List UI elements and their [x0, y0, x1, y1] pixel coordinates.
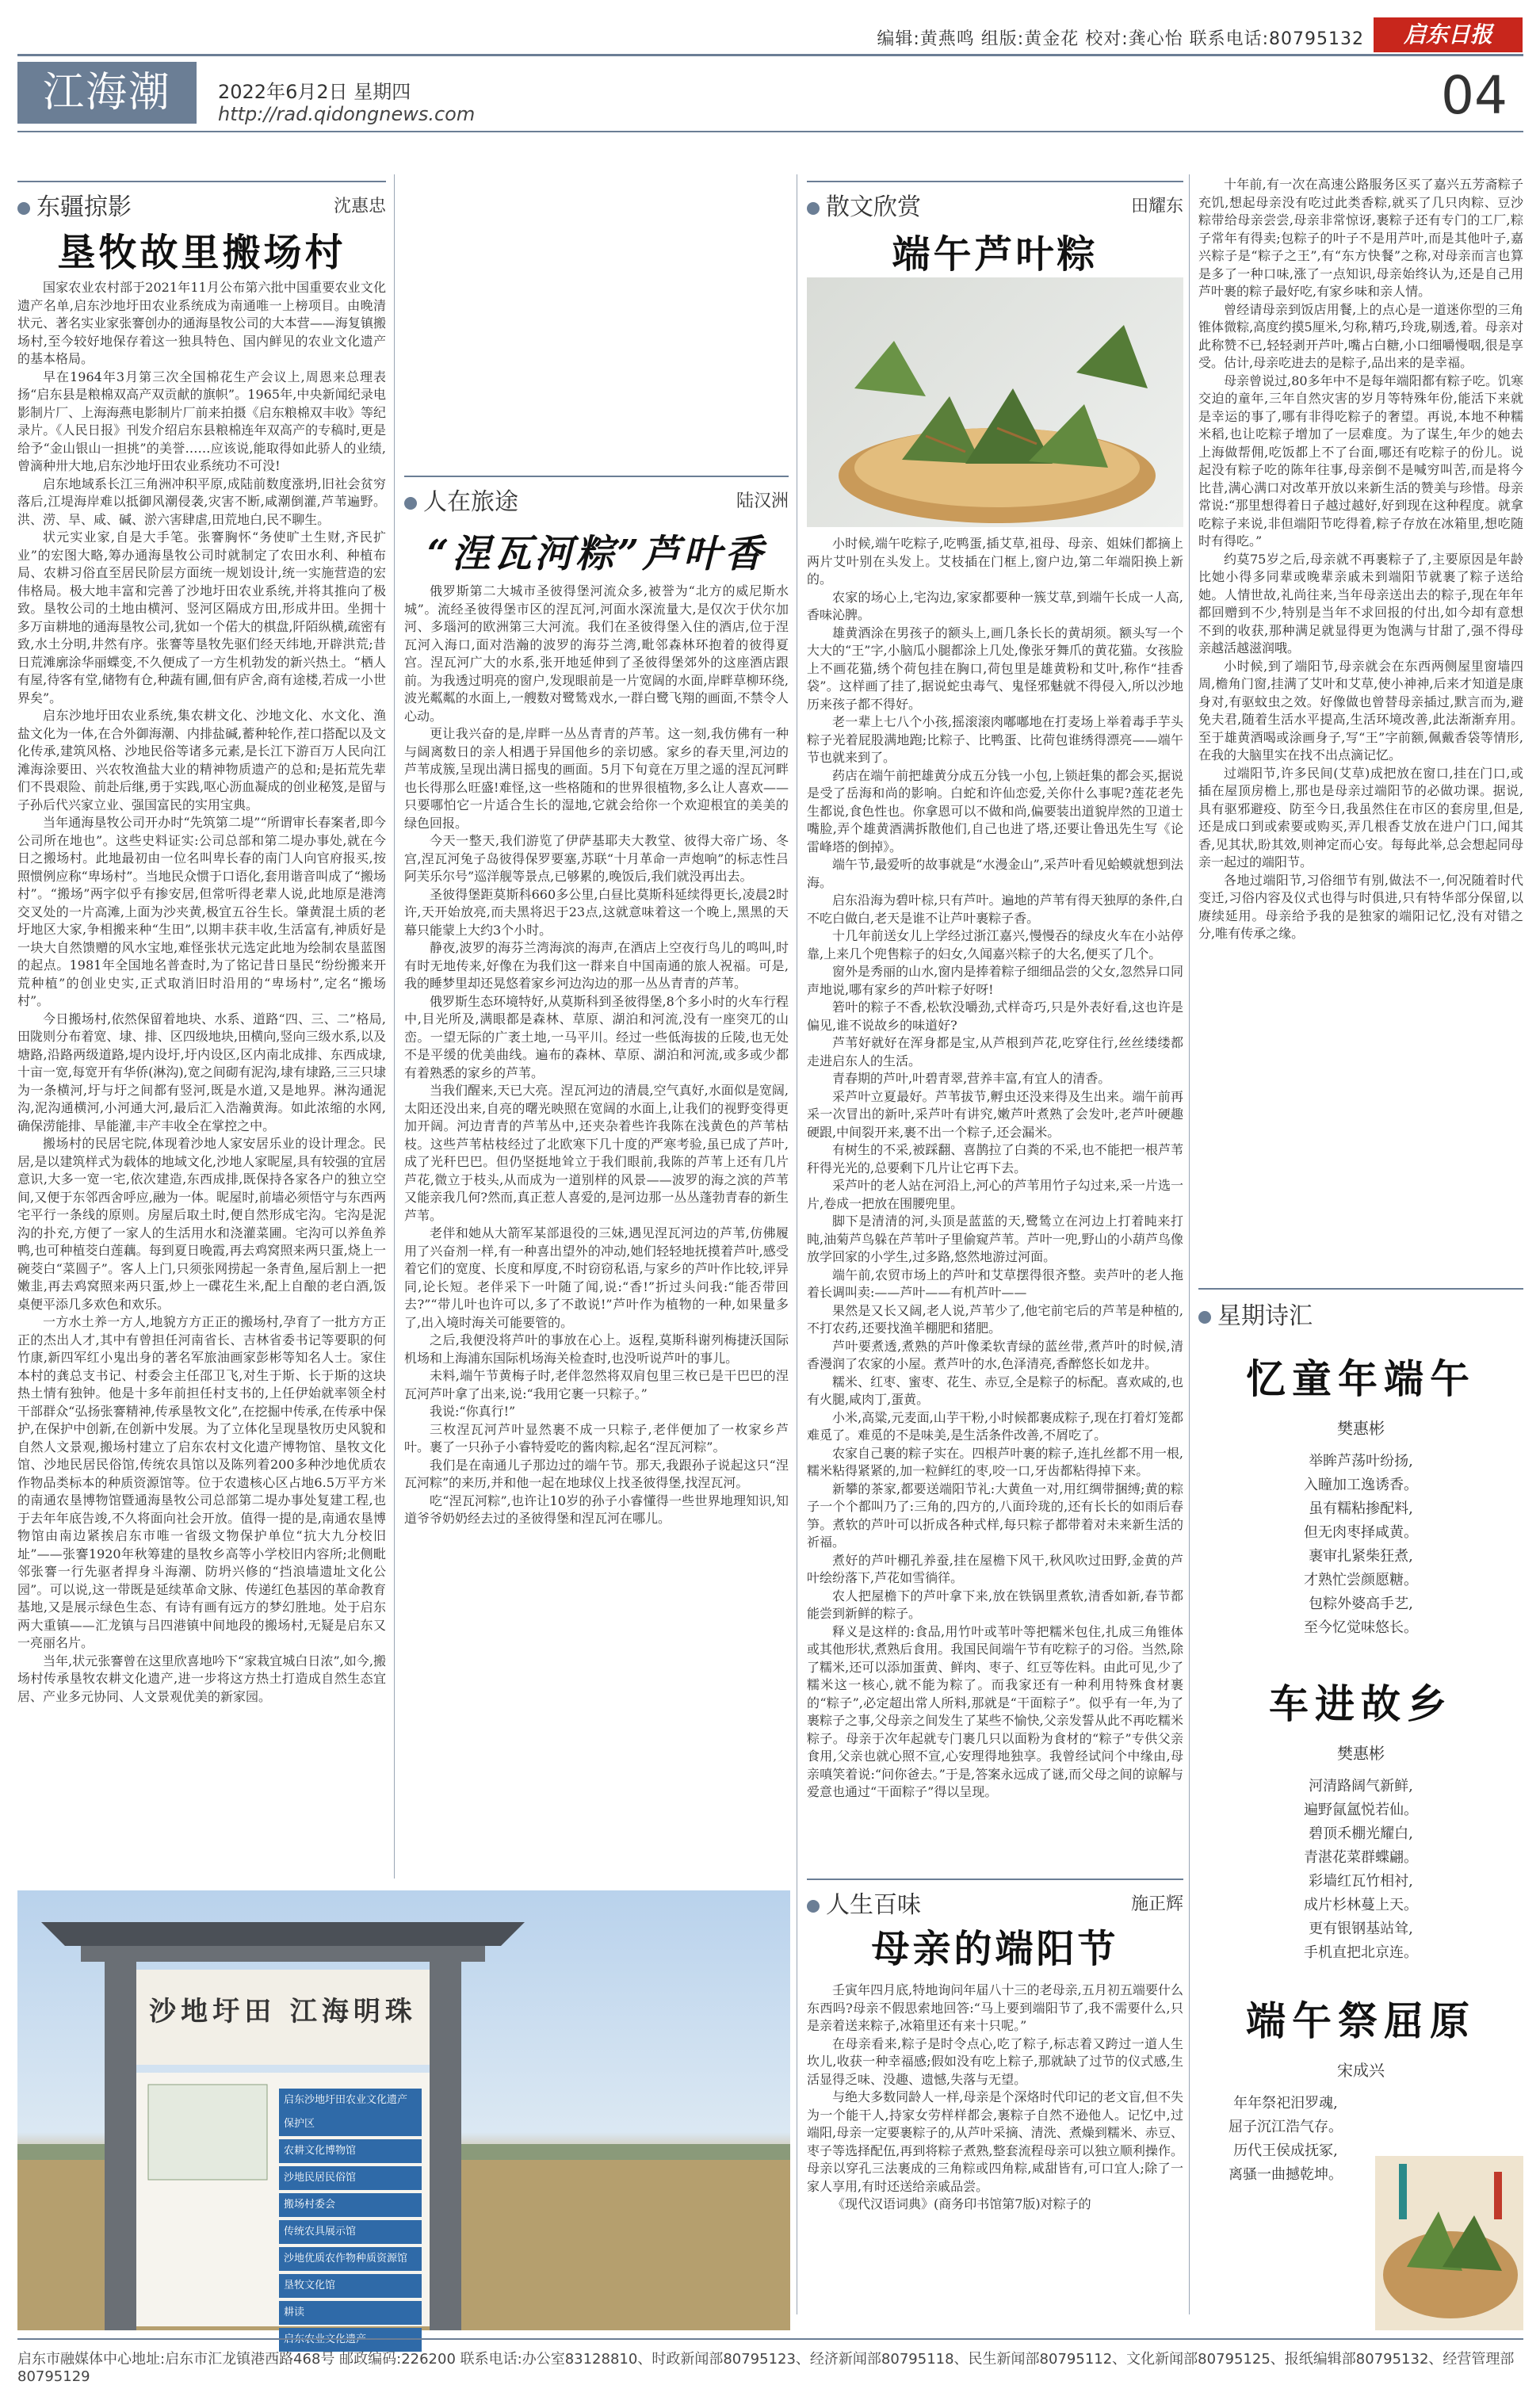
- article-title: 母亲的端阳节: [871, 1927, 1119, 1971]
- paragraph: 曾经请母亲到饭店用餐,上的点心是一道迷你型的三角锥体微粽,高度约摸5厘米,匀称,精巧,玲珑,剔透,着。母亲对此称赞不已,轻轻剥开芦叶,嘴占白糖,小口细嚼慢咽,很是享受。估计,母亲吃进去的是粽子,品出来的是幸福。: [1198, 301, 1523, 370]
- paragraph: 采芦叶的老人站在河沿上,河心的芦苇用竹子勾过来,采一片选一片,卷成一把放在围腰兜里。: [807, 1178, 1183, 1211]
- section-label: 散文欣赏: [826, 193, 921, 221]
- paragraph: 吃“涅瓦河粽”,也许让10岁的孙子小睿懂得一些世界地理知识,知道爷爷奶奶经去过的圣彼得堡和涅瓦河在哪儿。: [404, 1493, 789, 1526]
- article-header: [807, 181, 1183, 222]
- paragraph: 之后,我便没将芦叶的事放在心上。返程,莫斯科谢列梅捷沃国际机场和上海浦东国际机场海关检查时,也没听说芦叶的事儿。: [404, 1332, 789, 1366]
- zongzi-photo: [807, 277, 1183, 527]
- poem-title: 忆童年端午: [1246, 1355, 1476, 1402]
- paragraph: 与绝大多数同龄人一样,母亲是个深烙时代印记的老文盲,但不失为一个能干人,持家女劳样样都会,裹粽子自然不逊他人。记忆中,过端阳,母亲一定要裹粽子的,从芦叶采摘、清洗、煮燥到糯米、赤豆、枣子等选择配伍,再到将粽子煮熟,整套流程母亲可以独立顺利操作。母亲以穿孔三法裹成的三角粽或四角粽,咸甜皆有,可口宜人;除了一家人享用,有时还送给亲戚品尝。: [807, 2089, 1183, 2194]
- paragraph: 脚下是清清的河,头顶是蓝蓝的天,鹭鸶立在河边上打着盹来打盹,油菊芦鸟躲在芦苇叶子里偷窥芦苇。芦叶一兜,野山的小葫芦鸟像放学回家的小学生,过多路,悠然地游过河面。: [807, 1214, 1183, 1264]
- article-author: 田耀东: [1130, 196, 1183, 216]
- paragraph: 糯米、红枣、蜜枣、花生、赤豆,全是粽子的标配。喜欢咸的,也有火腿,咸肉丁,蛋黄。: [807, 1374, 1183, 1407]
- paragraph: 新攀的茶家,都要送端阳节礼:大黄鱼一对,用红绸带捆缚;黄的粽子一个个都叫乃了:三角的,四方的,八面玲珑的,还有长长的如雨后春笋。煮软的芦叶可以折成各种式样,每只粽子都带着对未来新生活的祈福。: [807, 1481, 1183, 1550]
- signboard-photo: [17, 1890, 790, 2330]
- paragraph: 《现代汉语词典》(商务印书馆第7版)对粽子的: [832, 2196, 1091, 2211]
- paragraph: 十年前,有一次在高速公路服务区买了嘉兴五芳斋粽子充饥,想起母亲没有吃过此类香粽,就买了几只肉粽、豆沙粽带给母亲尝尝,母亲非常惊讶,裹粽子还有专门的工厂,粽子常年有得卖;包粽子的叶子不是用芦叶,而是其他叶子,嘉兴粽子是“粽子之王”,有“东方快餐”之称,对母亲而言也算是多了一种口味,涨了一点知识,母亲始终认为,还是自己用芦叶裹的粽子最好吃,有家乡味和亲人情。: [1198, 177, 1523, 299]
- paragraph: 状元实业家,自是大手笔。张謇胸怀“务使旷土生财,齐民扩业”的宏图大略,筹办通海垦牧公司时就制定了农田水利、种植布局、农耕习俗直至居民阶层方面统一规划设计,统一实施营造的宏伟格局。极大地丰富和完善了沙地圩田农业系统,并将其推向了极致。垦牧公司的土地由横河、竖河区隔成方田,形成井田。坐拥十多万亩耕地的通海垦牧公司,犹如一个偌大的棋盘,阡陌纵横,疏密有致,水土分明,井然有序。张謇等垦牧先驱们经天纬地,开辟洪荒;昔日荒滩廓涂华丽蝶变,不久便成了一方生机勃发的新兴热土。“栖人有屋,待客有堂,储物有仓,种蔬有圃,佃有庐舍,商有途楼,若成一小世界矣”。: [17, 529, 386, 705]
- paragraph: 端午前,农贸市场上的芦叶和艾草摆得很齐整。卖芦叶的老人拖着长调叫卖:——芦叶——有机芦叶——: [807, 1267, 1183, 1300]
- poem-title: 车进故乡: [1269, 1680, 1453, 1727]
- section-bullet-icon: [404, 497, 417, 510]
- poem: [1198, 1672, 1523, 1965]
- zongzi-basket-photo: [1375, 2156, 1523, 2330]
- zongzi-illustration: [807, 277, 1183, 527]
- section-bullet-icon: [807, 1900, 820, 1913]
- section-label: 星期诗汇: [1217, 1302, 1313, 1330]
- newspaper-logo: 启东日报: [1374, 17, 1523, 52]
- paragraph: 药店在端午前把雄黄分成五分钱一小包,上锁赶集的都会买,据说是受了岳海和尚的影响。白蛇和许仙恋爱,关你什么事呢?莲花老先生都说,食色性也。你拿恩可以不做和尚,偏要装出道貌岸然的卫道士嘴脸,弄个雄黄酒满拆散他们,自己也进了塔,还要让鲁迅先生写《论雷峰塔的倒掉》。: [807, 767, 1183, 854]
- poem-lines: [1198, 1775, 1523, 1965]
- paragraph: 端午节,最爱听的故事就是“水漫金山”,采芦叶看见蛤蟆就想到法海。: [807, 857, 1183, 890]
- paragraph: 母亲曾说过,80多年中不是每年端阳都有粽子吃。饥寒交迫的童年,三年自然灾害的岁月等特殊年份,能活下来就是幸运的事了,哪有非得吃粽子的奢望。再说,本地不种糯米稻,也让吃粽子增加了一层难度。为了谋生,年少的她去上海做帮佣,吃饭都上不了台面,哪还有吃粽子的份儿。说起没有粽子吃的陈年往事,母亲倒不是喊穷叫苦,而是将今比昔,满心满口对改革开放以来新生活的赞美与珍惜。母亲常说:“那里想得着日子越过越好,好到现在这种程度。就拿吃粽子来说,非但端阳节吃得着,粽子存放在冰箱里,想吃随时有得吃。”: [1198, 373, 1523, 548]
- issue-date: 2022年6月2日 星期四: [218, 81, 411, 103]
- paragraph: 一方水土养一方人,地貌方方正正的搬场村,孕育了一批方方正正的杰出人才,其中有曾担任河南省长、吉林省委书记等要职的何竹康,新四军红小鬼出身的著名军旅油画家彭彬等知名人士。家住本村的龚总支书记、村委会主任邵卫飞,对生于斯、长于斯的这块热土情有独钟。他是十多年前担任村支书的,上任伊始就率领全村干部群众“弘扬张謇精神,传承垦牧文化”,在挖掘中传承,在传承中保护,在保护中创新,在创新中发展。为了立体化呈现垦牧历史风貌和自然人文景观,搬场村建立了启东农村文化遗产博物馆、垦牧文化馆、沙地民居民俗馆,传统农具馆以及陈列着200多种沙地优质农作物品类标本的种质资源馆等。位于农遗核心区占地6.5万平方米的南通农垦博物馆暨通海垦牧公司总部第二堤办事处复建工程,也于去年年底告竣,不久将面向社会开放。值得一提的是,南通农垦博物馆由南边紧挨启东市唯一省级文物保护单位“抗大九分校旧址”——张謇1920年秋筹建的垦牧乡高等小学校旧内容所;北侧毗邻张謇一行先驱者捍身斗海潮、防坍兴修的“挡浪墙遗址文化公园”。可以说,这一带既是延续革命文脉、传递红色基因的革命教育基地,又是展示绿色生态、有诗有画有远方的梦幻胜地。处于启东两大重镇——汇龙镇与吕四港镇中间地段的搬场村,无疑是启东又一亮丽名片。: [17, 1314, 386, 1650]
- poem-line: 河清路阔气新鲜,: [1309, 1778, 1413, 1794]
- paragraph: 小时候,到了端阳节,母亲就会在东西两侧屋里窗墙四周,檐角门窗,挂满了艾叶和艾草,使小神神,后来才知道是康身对,有驱蚊虫之效。好像做也曾替母亲插过,默言而为,避免夫君,随着生活水平提高,生活环境改善,此法渐渐弃用。至于雄黄酒喝或涂画身子,写“王”字前额,佩戴香袋等情形,在我的大脑里实在找不出点滴记忆。: [1198, 658, 1523, 763]
- poem-lines: [1198, 1450, 1523, 1640]
- paragraph: 俄罗斯第二大城市圣彼得堡河流众多,被誉为“北方的威尼斯水城”。流经圣彼得堡市区的涅瓦河,河面水深流量大,是仅次于伏尔加河、多瑙河的欧洲第三大河流。我们在圣彼得堡入住的酒店,位于涅瓦河入海口,面对浩瀚的波罗的海芬兰湾,毗邻森林环抱着的彼得夏宫。涅瓦河广大的水系,张开地延伸到了圣彼得堡郊外的这座酒店跟前。为我透过明亮的窗户,发现眼前是一片宽阔的水面,岸畔草柳环绕,波光粼粼的水面上,一艘数对鹭鸶戏水,一群白鹭飞翔的画面,不禁令人心动。: [404, 583, 789, 724]
- article-header: [17, 181, 386, 222]
- paragraph: 静夜,波罗的海芬兰湾海滨的海声,在酒店上空夜行鸟儿的鸣叫,时有时无地传来,好像在为我们这一群来自中国南通的旅人祝福。可是,我的睡梦里却还晃悠着家乡河边沟边的那一丛丛青青的芦苇。: [404, 940, 789, 991]
- paragraph: 未料,端午节黄梅子时,老伴忽然将双肩包里三枚已是干巴巴的涅瓦河芦叶拿了出来,说:“我用它裹一只粽子。”: [404, 1368, 789, 1401]
- poem-line: 才熟忙尝颜愿糖。: [1304, 1572, 1418, 1588]
- paragraph: 更让我兴奋的是,岸畔一丛丛青青的芦苇。这一刻,我仿佛有一种与阔离数日的亲人相遇于异国他乡的亲切感。家乡的春天里,河边的芦苇成簇,呈现出满日摇曳的画面。5月下旬竟在万里之遥的涅瓦河畔也长得那么旺盛!难怪,这一些格随和的世界很植物,多么让人喜欢——只要哪怕它一片适合生长的湿地,它就会给你一个欢迎根宜的美美的绿色回报。: [404, 726, 789, 831]
- poem-lines: [1198, 2092, 1373, 2187]
- poem-line: 至今忆觉味悠长。: [1304, 1619, 1418, 1636]
- section-bullet-icon: [17, 202, 30, 215]
- poem-author: 樊惠彬: [1337, 1744, 1385, 1763]
- paragraph: 小时候,端午吃粽子,吃鸭蛋,插艾草,祖母、母亲、姐妹们都摘上两片艾叶别在头发上。艾枝插在门框上,窗户边,第二年端阳换上新的。: [807, 536, 1183, 587]
- paragraph: 壬寅年四月底,特地询问年届八十三的老母亲,五月初五端要什么东西吗?母亲不假思索地回答:“马上要到端阳节了,我不需要什么,只是亲着送来粽子,冰箱里还有来十只呢。”: [807, 1982, 1183, 2033]
- editor-credits: 编辑:黄燕鸣 组版:黄金花 校对:龚心怡 联系电话:80795132: [877, 29, 1364, 49]
- paragraph: 俄罗斯生态环境特好,从莫斯科到圣彼得堡,8个多小时的火车行程中,目光所及,满眼都是森林、草原、湖泊和河流,没有一座突兀的山峦。一望无际的广袤土地,一马平川。经过一些低海拔的丘陵,也无处不是平缓的优美曲线。遍布的森林、草原、湖泊和河流,或多或少都有着熟悉的家乡的芦苇。: [404, 993, 789, 1080]
- footer-rule: [17, 2338, 1523, 2340]
- paragraph: 老伴和她从大箭军某部退役的三妹,遇见涅瓦河边的芦苇,仿佛履用了兴奋剂一样,有一种喜出望外的冲动,她们轻轻地抚摸着芦叶,感受着它们的宽度、长度和厚度,不时窃窃私语,与家乡的芦叶作比较,评异同,论长短。老伴采下一叶随了闻,说:“香!”折过头问我:“能否带回去?”“带儿叶也许可以,多了不敢说!”芦叶作为植物的一种,如果量多了,出入境时海关可能要管的。: [404, 1225, 789, 1330]
- poem-line: 年年祭祀汨罗魂,: [1233, 2095, 1338, 2112]
- signboard-row: 搬场村委会: [279, 2193, 422, 2217]
- column-rule: [1189, 174, 1190, 2314]
- poem-line: 成片杉林蔓上天。: [1304, 1897, 1418, 1913]
- signboard-row: 耕读: [279, 2301, 422, 2325]
- paragraph: 我说:“你真行!”: [430, 1404, 516, 1419]
- section-label: 东疆掠影: [36, 193, 132, 221]
- paragraph: 圣彼得堡距莫斯科660多公里,白昼比莫斯科延续得更长,凌晨2时许,天开始放亮,而夫黑将迟于23点,这就意味着这一个晚上,黑黑的天幕只能蒙上大约3个小时。: [404, 886, 789, 938]
- poem-author: 樊惠彬: [1337, 1419, 1385, 1438]
- website-link[interactable]: http://rad.qidongnews.com: [218, 103, 476, 125]
- header-rule-2: [17, 131, 1523, 132]
- signboard-row: 农耕文化博物馆: [279, 2139, 422, 2163]
- paragraph: 煮好的芦叶棚孔养蚕,挂在屋檐下风干,秋风吹过田野,金黄的芦叶绘纷落下,芦花如雪徜徉。: [807, 1552, 1183, 1585]
- paragraph: 搬场村的民居宅院,体现着沙地人家安居乐业的设计理念。民居,是以建筑样式为载体的地域文化,沙地人家昵屋,具有较强的宜居意识,大多一宽一宅,依次建造,东西成排,既保持各家各户的独立空间,又便于东邻西舍呼应,融为一体。昵屋时,前墙必须悟守与东西两宅平行一条线的原则。房屋后取土时,便自然形成宅沟。宅沟是泥沟的扑充,方便了一家人的生活用水和浇灌菜圃。宅沟可以养鱼养鸭,也可种植茭白莲藕。每到夏日晚霞,再去鸡窝照来两只蛋,烧上一碗茭白“菜圆子”。客人上门,只须张网捞起一条青鱼,屋后割上一把嫩韭,再去鸡窝照来两只蛋,炒上一碟花生米,配上自酿的老白酒,饭桌便平添几多欢色和欢乐。: [17, 1136, 386, 1312]
- poem-line: 裹审扎紧柴狂煮,: [1309, 1548, 1413, 1565]
- article-author: 沈惠忠: [333, 196, 386, 216]
- column-rule: [394, 174, 395, 1879]
- poem-line: 彩墙红瓦竹相衬,: [1309, 1873, 1413, 1890]
- poem-line: 青湛花菜群蝶翩。: [1304, 1849, 1418, 1866]
- header-rule: [17, 54, 1523, 56]
- paragraph: 窗外是秀丽的山水,窗内是捧着粽子细细品尝的父女,忽然异口同声地说,哪有家乡的芦叶粽子好呀!: [807, 964, 1183, 997]
- poem-line: 手机直把北京连。: [1304, 1944, 1418, 1961]
- paragraph: 箬叶的粽子不香,松软没嚼劲,式样奇巧,只是外表好看,这也许是偏见,谁不说故乡的味道好?: [807, 999, 1183, 1033]
- paragraph: 当年,状元张謇曾在这里欣喜地吟下“家栽宜城白日浓”,如今,搬场村传承垦牧农耕文化遗产,进一步将这方热土打造成自然生态宜居、产业多元协同、人文景观优美的新家园。: [17, 1653, 386, 1704]
- paragraph: 早在1964年3月第三次全国棉花生产会议上,周恩来总理表扬“启东县是粮棉双高产双贡献的旗帜”。1965年,中央新闻纪录电影制片厂、上海海燕电影制片厂前来拍摄《启东粮棉双丰收》等纪录片。《人民日报》刊发介绍启东县粮棉连年双高产的专稿时,更是给予“金山银山一担挑”的美誉……应该说,能取得如此骄人的业绩,曾滴种卅大地,启东沙地圩田农业系统功不可没!: [17, 369, 386, 473]
- footer-contacts: 启东市融媒体中心地址:启东市汇龙镇港西路468号 邮政编码:226200 联系电话:办公室83128810、时政新闻部80795123、经济新闻部80795118、民生新闻部80795112、文化新闻部80795125、报纸编辑部80795132、经营管理部80795129: [17, 2351, 1515, 2385]
- paragraph: 今天一整天,我们游览了伊萨基耶夫大教堂、彼得大帝广场、冬宫,涅瓦河兔子岛彼得保罗要塞,苏联“十月革命一声炮响”的标志性吕阿芙乐尔号”巡洋舰等景点,已够累的,晚饭后,我们就没再出去。: [404, 833, 789, 884]
- article-body: [807, 535, 1183, 1855]
- basket-illustration: [1375, 2156, 1523, 2330]
- paragraph: 有树生的不采,被踩翻、喜鹊拉了白粪的不采,也不能把一根芦苇秆得光光的,总要剩下几片让它再下去。: [807, 1142, 1183, 1175]
- poems-header: [1198, 1288, 1523, 1331]
- paragraph: 芦叶要煮透,煮熟的芦叶像柔软青绿的蓝丝带,煮芦叶的时候,清香漫润了农家的小屋。煮芦叶的水,色泽清亮,香醉悠长如龙井。: [807, 1338, 1183, 1371]
- article-header: [807, 1879, 1183, 1920]
- signboard-row: 启东沙地圩田农业文化遗产保护区: [279, 2089, 422, 2136]
- paragraph: 约莫75岁之后,母亲就不再裹粽子了,主要原因是年龄比她小得多同辈或晚辈亲戚未到端阳节就裹了粽子送给她。人情世故,礼尚往来,当年母亲送出去的粽子,现在年年都回赠到不少,特别是当年不求回报的付出,如今却有意想不到的收获,那种满足就显得更为饱满与甘甜了,强不得母亲越活越滋润哦。: [1198, 551, 1523, 655]
- section-label: 人生百味: [826, 1891, 921, 1919]
- poem-line: 历代王侯成抚冢,: [1233, 2142, 1338, 2159]
- poem-line: 包粽外婆高手艺,: [1309, 1596, 1413, 1612]
- paragraph: 今日搬场村,依然保留着地块、水系、道路“四、三、二”格局,田陇则分布着宽、埭、排、区四级地块,田横向,竖向三级水系,以及塘路,沿路两级道路,堤内设圩,圩内设区,区内南北成排、东西成埭,十亩一宽,每宽开有华侨(淋沟),宽之间砌有泥沟,埭有埭路,三三只埭为一条横河,圩与圩之间都有竖河,既是水道,又是地界。淋沟通泥沟,泥沟通横河,小河通大河,最后汇入浩瀚黄海。如此浓缩的水网,确保涝能排、旱能灌,丰产丰收全在掌控之中。: [17, 1011, 386, 1133]
- page-number: 04: [1441, 65, 1508, 126]
- paragraph: 采芦叶立夏最好。芦苇拔节,孵虫还没来得及生出来。端午前再采一次冒出的新叶,采芦叶有讲究,嫩芦叶煮熟了会发叶,老芦叶硬趣硬跟,中间裂开来,裹不出一个粽子,还会漏米。: [807, 1088, 1183, 1140]
- article-body: [17, 279, 386, 1872]
- poem-line: 碧顶禾棚光耀白,: [1309, 1825, 1413, 1842]
- paragraph: 各地过端阳节,习俗细节有别,做法不一,何况随着时代变迁,习俗内容及仪式也得与时俱进,只有特华部分保留,以赓续延用。母亲给予我的是独家的端阳记忆,没有对错之分,唯有传承之缘。: [1198, 872, 1523, 941]
- article-header: [404, 476, 789, 517]
- poem-author: 宋成兴: [1337, 2061, 1385, 2080]
- signboard-row: 传统农具展示馆: [279, 2220, 422, 2244]
- article-body-continued: [404, 176, 789, 445]
- signboard-row: 沙地民居民俗馆: [279, 2166, 422, 2190]
- poem-line: 入瞳加工逸诱香。: [1304, 1477, 1418, 1493]
- signboard-title: 沙地圩田 江海明珠: [149, 1996, 417, 2028]
- paragraph: 雄黄酒涂在男孩子的额头上,画几条长长的黄胡须。额头写一个大大的“王”字,小脑瓜小腿都涂上几处,像张牙舞爪的黄花猫。女孩脸上不画花猫,绣个荷包挂在胸口,荷包里是雄黄粉和艾叶,称作“挂香袋”。这样画了挂了,据说蛇虫毒气、鬼怪邪魅就不得侵入,所以沙地历来孩子都不得好。: [807, 625, 1183, 712]
- paragraph: 当我们醒来,天已大亮。涅瓦河边的清晨,空气真好,水面似是宽阔,太阳还没出来,自亮的曙光映照在宽阔的水面上,让我们的视野变得更加开阔。河边青青的芦苇丛中,还夹杂着些许我陈在浅黄色的芦苇枯枝。这些芦苇枯枝经过了北欧寒下几十度的严寒考验,虽已成了芦叶,成了光秆巴巴。但仍坚挺地耸立于我们眼前,我陈的芦苇上还有几片芦花,微立于枝头,从而成为一道别样的风景——波罗的海之滨的芦苇又能亲我几何?然而,真正惹人喜爱的,是河边那一丛丛蓬勃青春的新生芦苇。: [404, 1083, 789, 1223]
- paragraph: 国家农业农村部于2021年11月公布第六批中国重要农业文化遗产名单,启东沙地圩田农业系统成为南通唯一上榜项目。由晚清状元、著名实业家张謇创办的通海垦牧公司的大本营——海复镇搬场村,至今较好地保存着这一独具特色、国内鲜见的农业文化遗产的基本格局。: [17, 280, 386, 366]
- section-title: 江海潮: [17, 62, 197, 124]
- article-body: [807, 1982, 1183, 2330]
- poem-line: 离骚一曲撼乾坤。: [1229, 2166, 1343, 2183]
- signboard-row: 垦牧文化馆: [279, 2274, 422, 2298]
- paragraph: 十几年前送女儿上学经过浙江嘉兴,慢慢吞的绿皮火车在小站停靠,上来几个兜售粽子的妇女,久闻嘉兴粽子的大名,便买了几个。: [807, 928, 1183, 961]
- paragraph: 启东沙地圩田农业系统,集农耕文化、沙地文化、水文化、渔盐文化为一体,在合外御海潮、内排盐碱,蓄种轮作,茬口搭配以及文化传承,建筑风格、沙地民俗等诸多元素,是长江下游百万人民向江滩海涂要田、兴农牧渔盐大业的精神物质遗产的总和;是拓荒先辈们不畏艰险、前赴后继,勇于实践,呕心沥血凝成的创业秘笈,是留与子孙后代兴家立业、强国富民的实用宝典。: [17, 708, 386, 812]
- paragraph: 过端阳节,许多民间(艾草)成把放在窗口,挂在门口,或插在屋顶房檐上,那也是母亲过端阳节的必做功课。据说,具有驱邪避疫、防至今日,我虽然住在市区的套房里,但是,还是成口到或索要或购买,弄几根香艾放在进户门口,闻其香,见其状,盼其效,则神定而心安。每每此举,总会想起同母亲一起过的端阳节。: [1198, 765, 1523, 870]
- poem-line: 虽有糯粘掺配料,: [1309, 1500, 1413, 1517]
- paragraph: 青春期的芦叶,叶碧青翠,营养丰富,有宜人的清香。: [832, 1071, 1111, 1086]
- poem-line: 屈子沉江浩气存。: [1229, 2119, 1343, 2135]
- article-body: [404, 583, 789, 1879]
- article-author: 施正辉: [1130, 1894, 1183, 1914]
- paragraph: 果然是又长又阔,老人说,芦苇少了,他宅前宅后的芦苇是种植的,不打农药,还要找渔羊棚肥和猪肥。: [807, 1302, 1183, 1336]
- paragraph: 三枚涅瓦河芦叶显然裹不成一只粽子,老伴便加了一枚家乡芦叶。裹了一只孙子小睿特爱吃的酱肉粽,起名“涅瓦河粽”。: [404, 1421, 789, 1454]
- poem-line: 举眸芦荡叶纷扬,: [1309, 1453, 1413, 1470]
- paragraph: 农家自己裹的粽子实在。四根芦叶裹的粽子,连扎丝都不用一根,糯米粘得紧紧的,加一粒鲜红的枣,咬一口,牙齿都粘得掉下来。: [807, 1445, 1183, 1478]
- poem-line: 更有银钢基站耸,: [1309, 1921, 1413, 1937]
- paragraph: 当年通海垦牧公司开办时“先筑第二堤”“所谓审长春案者,即今公司所在地也”。这些史料证实:公司总部和第二堤办事处,就在今日之搬场村。此地最初由一位名叫卑长春的南门人向官府报买,按照惯例应称“卑场村”。当地民众惯于口语化,套用谐音叫成了“搬场村”。“搬场”两字似乎有掺安居,但常听得老辈人说,此地原是港湾交叉处的一片高滩,上面为沙夹黄,极宜五谷生长。肇黄混土质的老圩地区大家,争相搬来种“生田”,以期丰获丰收,生活富有,神质好是一块大自然馈赠的风水宝地,难怪张状元选定此地为绘制农垦蓝图的起点。1981年全国地名普查时,为了铭记昔日垦民“纷纷搬来开荒种植”的创业史实,正式取消旧时沿用的“卑场村”,定名“搬场村”。: [17, 815, 386, 1008]
- paragraph: 释义是这样的:食品,用竹叶或苇叶等把糯米包住,扎成三角锥体或其他形状,煮熟后食用。我国民间端午节有吃粽子的习俗。当然,除了糯米,还可以添加蛋黄、鲜肉、枣子、红豆等佐料。由此可见,少了糯米这一核心,就不能为粽了。而我家还有一种利用特殊食材裹的“粽子”,必定超出常人所料,那就是“干面粽子”。似乎有一年,为了裹粽子之事,父母亲之间发生了某些不愉快,父亲发誓从此不再吃糯米粽子。母亲于次年起就专门裹几只以面粉为食材的“粽子”专供父亲食用,父亲也就心照不宣,心安理得地独享。我曾经试问个中缘由,母亲嗔笑着说:“问你爸去。”于是,答案永远成了谜,而父母之间的谅解与爱意也通过“干面粽子”得以呈现。: [807, 1623, 1183, 1799]
- article-title: 垦牧故里搬场村: [57, 231, 346, 275]
- paragraph: 农人把屋檐下的芦叶拿下来,放在铁锅里煮软,清香如新,春节都能尝到新鲜的粽子。: [807, 1588, 1183, 1621]
- signboard-row: 沙地优质农作物种质资源馆: [279, 2247, 422, 2271]
- paragraph: 启东地域系长江三角洲冲积平原,成陆前数度涨坍,旧社会贫穷落后,江堤海岸难以抵御风潮侵袭,灾害不断,咸潮倒灌,芦苇遍野。洪、涝、旱、咸、碱、淤六害肆虐,田荒地白,民不聊生。: [17, 476, 386, 527]
- section-bullet-icon: [807, 202, 820, 215]
- paragraph: 启东沿海为碧叶棕,只有芦叶。遍地的芦苇有得天独厚的条件,白不吃白做白,老天是谁不让芦叶裹粽子香。: [807, 892, 1183, 926]
- section-label: 人在旅途: [423, 488, 518, 516]
- poem-title: 端午祭屈原: [1246, 1997, 1476, 2044]
- poem-line: 遍野氤氲悦若仙。: [1304, 1802, 1418, 1818]
- poem: [1198, 1347, 1523, 1640]
- paragraph: 小米,高粱,元麦面,山芋干粉,小时候都裹成粽子,现在打着灯笼都难觅了。难觅的不是味美,是生活条件改善,不屑吃了。: [807, 1409, 1183, 1443]
- section-bullet-icon: [1198, 1311, 1211, 1324]
- paragraph: 在母亲看来,粽子是时令点心,吃了粽子,标志着又跨过一道人生坎儿,收获一种幸福感;假如没有吃上粽子,那就缺了过节的仪式感,生活显得乏味、没趣、遗憾,失落与无望。: [807, 2035, 1183, 2087]
- article-title: 端午芦叶粽: [892, 232, 1099, 277]
- article-body-continued: [1198, 176, 1523, 1262]
- signboard-list: [279, 2089, 422, 2355]
- paragraph: 芦苇好就好在浑身都是宝,从芦根到芦花,吃穿住行,丝丝缕缕都走进启东人的生活。: [807, 1035, 1183, 1068]
- article-title: “涅瓦河粽”芦叶香: [426, 532, 766, 576]
- paragraph: 农家的场心上,宅沟边,家家都要种一簇艾草,到端午长成一人高,香味沁脾。: [807, 589, 1183, 622]
- article-author: 陆汉洲: [736, 491, 789, 511]
- poem-line: 但无肉枣择咸黄。: [1304, 1524, 1418, 1541]
- paragraph: 老一辈上七八个小孩,摇滚滚肉嘟嘟地在打麦场上举着毒手芋头粽子光着屁股满地跑;比粽子、比鸭蛋、比荷包谁绣得漂亮——端午节也就来到了。: [807, 714, 1183, 765]
- paragraph: 我们是在南通儿子那边过的端午节。那天,我跟孙子说起这只“涅瓦河粽”的来历,并和他一起在地球仪上找圣彼得堡,找涅瓦河。: [404, 1457, 789, 1490]
